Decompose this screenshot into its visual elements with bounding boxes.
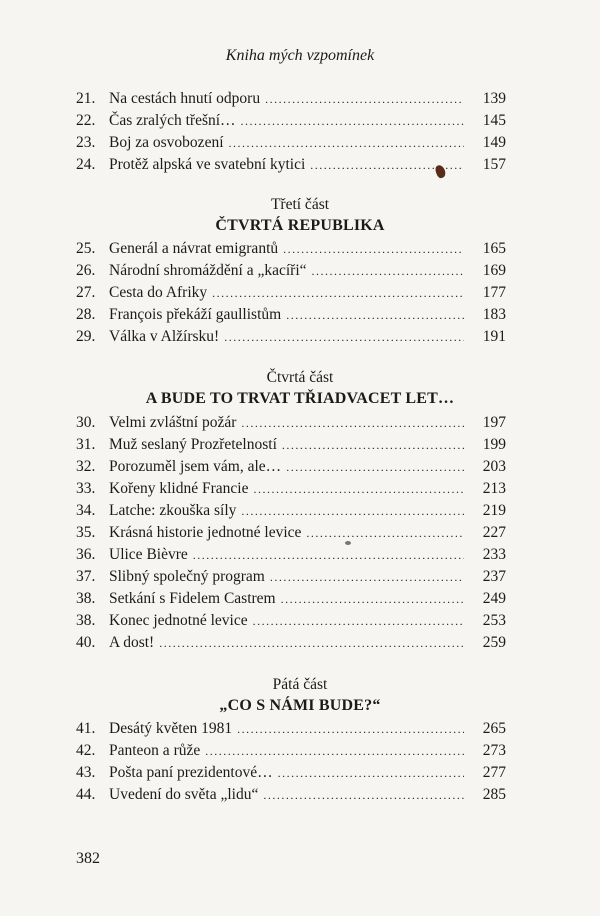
running-head: Kniha mých vzpomínek: [225, 47, 375, 64]
entry-number: 37.: [76, 568, 96, 585]
entry-title: Ulice Bièvre: [109, 546, 188, 563]
entry-page: 253: [482, 612, 506, 629]
dot-leader: [306, 522, 464, 544]
dot-leader: [253, 478, 464, 500]
entry-title: Porozuměl jsem vám, ale…: [109, 458, 282, 475]
entry-title: Na cestách hnutí odporu: [109, 90, 261, 107]
toc-entry: [76, 260, 506, 282]
dot-leader: [224, 326, 464, 348]
entry-number: 21.: [76, 90, 96, 107]
dot-leader: [193, 544, 464, 566]
toc-entry: [76, 412, 506, 434]
dot-leader: [312, 260, 464, 282]
toc-list-part-5: [76, 718, 506, 806]
entry-page: 265: [482, 720, 506, 737]
entry-number: 34.: [76, 502, 96, 519]
toc-entry: [76, 478, 506, 500]
entry-title: Setkání s Fidelem Castrem: [109, 590, 276, 607]
entry-number: 31.: [76, 436, 96, 453]
entry-number: 40.: [76, 634, 96, 651]
entry-number: 29.: [76, 328, 96, 345]
entry-number: 43.: [76, 764, 96, 781]
dot-leader: [278, 762, 464, 784]
entry-title: Cesta do Afriky: [109, 284, 208, 301]
entry-title: Čas zralých třešní…: [109, 112, 236, 129]
dot-leader: [229, 132, 464, 154]
entry-page: 177: [482, 284, 506, 301]
entry-number: 36.: [76, 546, 96, 563]
entry-title: Panteon a růže: [109, 742, 201, 759]
toc-entry: [76, 434, 506, 456]
entry-page: 237: [482, 568, 506, 585]
entry-title: François překáží gaullistům: [109, 306, 282, 323]
dot-leader: [270, 566, 464, 588]
dot-leader: [205, 740, 464, 762]
entry-title: Národní shromáždění a „kacíři“: [109, 262, 307, 279]
entry-number: 35.: [76, 524, 96, 541]
toc-entry: [76, 762, 506, 784]
toc-entry: [76, 784, 506, 806]
toc-entry: [76, 522, 506, 544]
entry-page: 199: [482, 436, 506, 453]
toc-entry: [76, 132, 506, 154]
entry-page: 249: [482, 590, 506, 607]
entry-title: A dost!: [109, 634, 155, 651]
dot-leader: [286, 456, 464, 478]
dot-leader: [281, 588, 464, 610]
toc-entry: [76, 610, 506, 632]
toc-entry: [76, 282, 506, 304]
toc-list-part-2-continued: [76, 88, 506, 176]
entry-page: 273: [482, 742, 506, 759]
entry-page: 165: [482, 240, 506, 257]
entry-number: 23.: [76, 134, 96, 151]
entry-title: Uvedení do světa „lidu“: [109, 786, 259, 803]
entry-title: Desátý květen 1981: [109, 720, 233, 737]
dot-leader: [237, 718, 464, 740]
entry-title: Generál a návrat emigrantů: [109, 240, 279, 257]
dot-leader: [286, 304, 464, 326]
dot-leader: [283, 238, 464, 260]
entry-number: 22.: [76, 112, 96, 129]
entry-title: Boj za osvobození: [109, 134, 224, 151]
toc-list-part-4: [76, 412, 506, 654]
toc-entry: [76, 500, 506, 522]
entry-title: Slibný společný program: [109, 568, 265, 585]
entry-page: 149: [482, 134, 506, 151]
entry-number: 32.: [76, 458, 96, 475]
entry-title: Válka v Alžírsku!: [109, 328, 220, 345]
entry-title: Krásná historie jednotné levice: [109, 524, 302, 541]
entry-number: 25.: [76, 240, 96, 257]
entry-title: Konec jednotné levice: [109, 612, 248, 629]
entry-title: Protěž alpská ve svatební kytici: [109, 156, 306, 173]
entry-page: 227: [482, 524, 506, 541]
toc-entry: [76, 718, 506, 740]
toc-entry: [76, 740, 506, 762]
dot-leader: [282, 434, 464, 456]
entry-page: 259: [482, 634, 506, 651]
part-label: Třetí část: [270, 196, 330, 213]
toc-entry: [76, 588, 506, 610]
toc-entry: [76, 238, 506, 260]
entry-page: 139: [482, 90, 506, 107]
part-heading: ČTVRTÁ REPUBLIKA: [215, 217, 385, 234]
dot-leader: [241, 110, 464, 132]
entry-number: 42.: [76, 742, 96, 759]
dot-leader: [263, 784, 464, 806]
entry-number: 33.: [76, 480, 96, 497]
toc-entry: [76, 110, 506, 132]
part-label: Pátá část: [272, 676, 328, 693]
entry-page: 233: [482, 546, 506, 563]
entry-page: 203: [482, 458, 506, 475]
entry-page: 219: [482, 502, 506, 519]
toc-entry: [76, 566, 506, 588]
dot-leader: [241, 500, 464, 522]
entry-page: 213: [482, 480, 506, 497]
entry-title: Kořeny klidné Francie: [109, 480, 249, 497]
toc-list-part-3: [76, 238, 506, 348]
toc-entry: [76, 544, 506, 566]
ink-speck: [345, 541, 351, 545]
entry-number: 44.: [76, 786, 96, 803]
entry-number: 41.: [76, 720, 96, 737]
entry-page: 285: [482, 786, 506, 803]
entry-title: Pošta paní prezidentové…: [109, 764, 273, 781]
dot-leader: [241, 412, 464, 434]
toc-entry: [76, 632, 506, 654]
part-heading: „CO S NÁMI BUDE?“: [219, 697, 381, 714]
entry-title: Latche: zkouška síly: [109, 502, 237, 519]
entry-number: 38.: [76, 590, 96, 607]
entry-number: 24.: [76, 156, 96, 173]
toc-entry: [76, 88, 506, 110]
dot-leader: [265, 88, 464, 110]
entry-number: 28.: [76, 306, 96, 323]
toc-entry: [76, 304, 506, 326]
page-number: 382: [76, 850, 100, 867]
entry-page: 197: [482, 414, 506, 431]
entry-number: 30.: [76, 414, 96, 431]
entry-page: 169: [482, 262, 506, 279]
entry-title: Velmi zvláštní požár: [109, 414, 237, 431]
entry-page: 157: [482, 156, 506, 173]
entry-number: 27.: [76, 284, 96, 301]
toc-entry: [76, 456, 506, 478]
entry-number: 26.: [76, 262, 96, 279]
entry-title: Muž seslaný Prozřetelností: [109, 436, 277, 453]
entry-page: 145: [482, 112, 506, 129]
dot-leader: [253, 610, 464, 632]
entry-page: 277: [482, 764, 506, 781]
dot-leader: [212, 282, 464, 304]
toc-entry: [76, 326, 506, 348]
part-heading: A BUDE TO TRVAT TŘIADVACET LET…: [145, 390, 455, 407]
dot-leader: [159, 632, 464, 654]
entry-page: 183: [482, 306, 506, 323]
entry-page: 191: [482, 328, 506, 345]
part-label: Čtvrtá část: [266, 369, 334, 386]
entry-number: 38.: [76, 612, 96, 629]
